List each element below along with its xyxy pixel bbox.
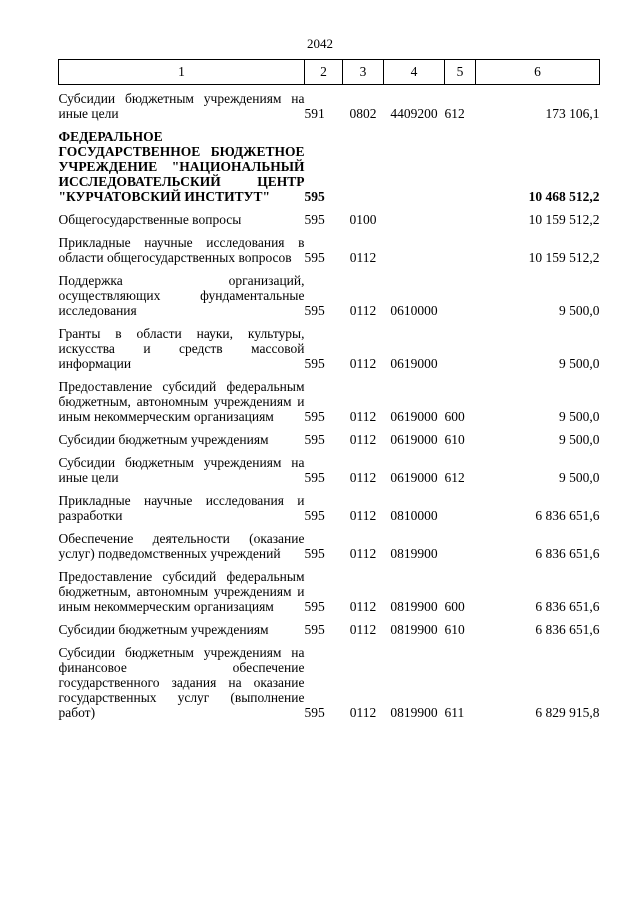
ministry-code-cell: 595 <box>304 470 325 485</box>
expense-type-cell <box>445 123 476 206</box>
item-name-cell: Общегосударственные вопросы <box>58 212 242 227</box>
target-article-cell: 4409200 <box>390 106 438 121</box>
header-cell-3: 3 <box>343 60 384 85</box>
ministry-code-cell: 591 <box>304 106 325 121</box>
expense-type-cell <box>445 229 476 267</box>
target-article-cell: 0810000 <box>390 508 438 523</box>
table-row <box>59 229 600 267</box>
expense-type-cell: 612 <box>444 470 465 485</box>
amount-cell: 9 500,0 <box>559 356 600 371</box>
ministry-code-cell: 595 <box>304 409 325 424</box>
table-row <box>59 426 600 449</box>
table-row <box>59 206 600 229</box>
amount-cell: 6 836 651,6 <box>535 546 600 561</box>
table-row <box>59 320 600 373</box>
expense-type-cell <box>445 267 476 320</box>
section-code-cell: 0112 <box>349 409 377 424</box>
target-article-cell: 0819900 <box>390 599 438 614</box>
target-article-cell: 0610000 <box>390 303 438 318</box>
header-cell-2: 2 <box>305 60 343 85</box>
amount-cell: 10 159 512,2 <box>528 212 600 227</box>
table-row <box>59 123 600 206</box>
target-article-cell: 0819900 <box>390 546 438 561</box>
target-article-cell <box>384 229 445 267</box>
table-row <box>59 616 600 639</box>
ministry-code-cell: 595 <box>304 705 325 720</box>
section-code-cell: 0802 <box>349 106 377 121</box>
expense-type-cell: 612 <box>444 106 465 121</box>
table-row <box>59 267 600 320</box>
ministry-code-cell: 595 <box>304 250 325 265</box>
item-name-cell: Гранты в области науки, культуры, искусства и средств массовой информации <box>58 326 305 371</box>
target-article-cell: 0619000 <box>390 432 438 447</box>
amount-cell: 10 159 512,2 <box>528 250 600 265</box>
header-cell-4: 4 <box>384 60 445 85</box>
item-name-cell: Обеспечение деятельности (оказание услуг) подведомственных учреждений <box>58 531 305 561</box>
target-article-cell: 0619000 <box>390 409 438 424</box>
item-name-cell: Поддержка организаций, осуществляющих фундаментальные исследования <box>58 273 305 318</box>
target-article-cell <box>384 123 445 206</box>
expense-type-cell: 600 <box>444 599 465 614</box>
header-cell-5: 5 <box>445 60 476 85</box>
target-article-cell <box>384 206 445 229</box>
header-row <box>59 60 600 85</box>
target-article-cell: 0619000 <box>390 356 438 371</box>
item-name-cell: Предоставление субсидий федеральным бюджетным, автономным учреждениям и иным некоммерческим организациям <box>58 379 305 424</box>
header-cell-1: 1 <box>59 60 305 85</box>
budget-table <box>58 59 600 722</box>
ministry-code-cell: 595 <box>304 599 325 614</box>
ministry-code-cell: 595 <box>304 189 325 204</box>
section-code-cell: 0112 <box>349 705 377 720</box>
target-article-cell: 0819900 <box>390 622 438 637</box>
section-code-cell <box>343 123 384 206</box>
amount-cell: 9 500,0 <box>559 303 600 318</box>
section-code-cell: 0112 <box>349 250 377 265</box>
ministry-code-cell: 595 <box>304 432 325 447</box>
header-cell-6: 6 <box>476 60 600 85</box>
section-code-cell: 0112 <box>349 599 377 614</box>
expense-type-cell <box>445 525 476 563</box>
section-code-cell: 0112 <box>349 508 377 523</box>
ministry-code-cell: 595 <box>304 508 325 523</box>
section-code-cell: 0112 <box>349 356 377 371</box>
expense-type-cell: 600 <box>444 409 465 424</box>
expense-type-cell: 610 <box>444 622 465 637</box>
ministry-code-cell: 595 <box>304 212 325 227</box>
expense-type-cell: 611 <box>444 705 465 720</box>
expense-type-cell <box>445 487 476 525</box>
section-code-cell: 0112 <box>349 546 377 561</box>
page-number: 2042 <box>307 36 333 51</box>
section-code-cell: 0112 <box>349 470 377 485</box>
item-name-cell: ФЕДЕРАЛЬНОЕ ГОСУДАРСТВЕННОЕ БЮДЖЕТНОЕ УЧРЕЖДЕНИЕ "НАЦИОНАЛЬНЫЙ ИССЛЕДОВАТЕЛЬСКИЙ ЦЕНТР "КУРЧАТОВСКИЙ ИНСТИТУТ" <box>58 129 305 204</box>
item-name-cell: Предоставление субсидий федеральным бюджетным, автономным учреждениям и иным некоммерческим организациям <box>58 569 305 614</box>
item-name-cell: Прикладные научные исследования и разработки <box>58 493 305 523</box>
expense-type-cell <box>445 206 476 229</box>
amount-cell: 6 836 651,6 <box>535 508 600 523</box>
table-row <box>59 373 600 426</box>
item-name-cell: Субсидии бюджетным учреждениям на иные цели <box>58 455 305 485</box>
section-code-cell: 0112 <box>349 303 377 318</box>
amount-cell: 9 500,0 <box>559 409 600 424</box>
ministry-code-cell: 595 <box>304 303 325 318</box>
item-name-cell: Субсидии бюджетным учреждениям на финансовое обеспечение государственного задания на оказание государственных услуг (выполнение работ) <box>58 645 305 720</box>
expense-type-cell: 610 <box>444 432 465 447</box>
table-row <box>59 525 600 563</box>
table-row <box>59 85 600 124</box>
amount-cell: 9 500,0 <box>559 470 600 485</box>
amount-cell: 6 836 651,6 <box>535 599 600 614</box>
target-article-cell: 0619000 <box>390 470 438 485</box>
section-code-cell: 0100 <box>349 212 377 227</box>
amount-cell: 173 106,1 <box>545 106 600 121</box>
table-row <box>59 487 600 525</box>
table-row <box>59 449 600 487</box>
item-name-cell: Прикладные научные исследования в области общегосударственных вопросов <box>58 235 305 265</box>
amount-cell: 10 468 512,2 <box>528 189 600 204</box>
amount-cell: 6 829 915,8 <box>535 705 600 720</box>
target-article-cell: 0819900 <box>390 705 438 720</box>
section-code-cell: 0112 <box>349 622 377 637</box>
ministry-code-cell: 595 <box>304 356 325 371</box>
expense-type-cell <box>445 320 476 373</box>
ministry-code-cell: 595 <box>304 622 325 637</box>
ministry-code-cell: 595 <box>304 546 325 561</box>
amount-cell: 6 836 651,6 <box>535 622 600 637</box>
section-code-cell: 0112 <box>349 432 377 447</box>
table-row <box>59 563 600 616</box>
item-name-cell: Субсидии бюджетным учреждениям на иные цели <box>58 91 305 121</box>
item-name-cell: Субсидии бюджетным учреждениям <box>58 622 269 637</box>
table-row <box>59 639 600 722</box>
item-name-cell: Субсидии бюджетным учреждениям <box>58 432 269 447</box>
amount-cell: 9 500,0 <box>559 432 600 447</box>
